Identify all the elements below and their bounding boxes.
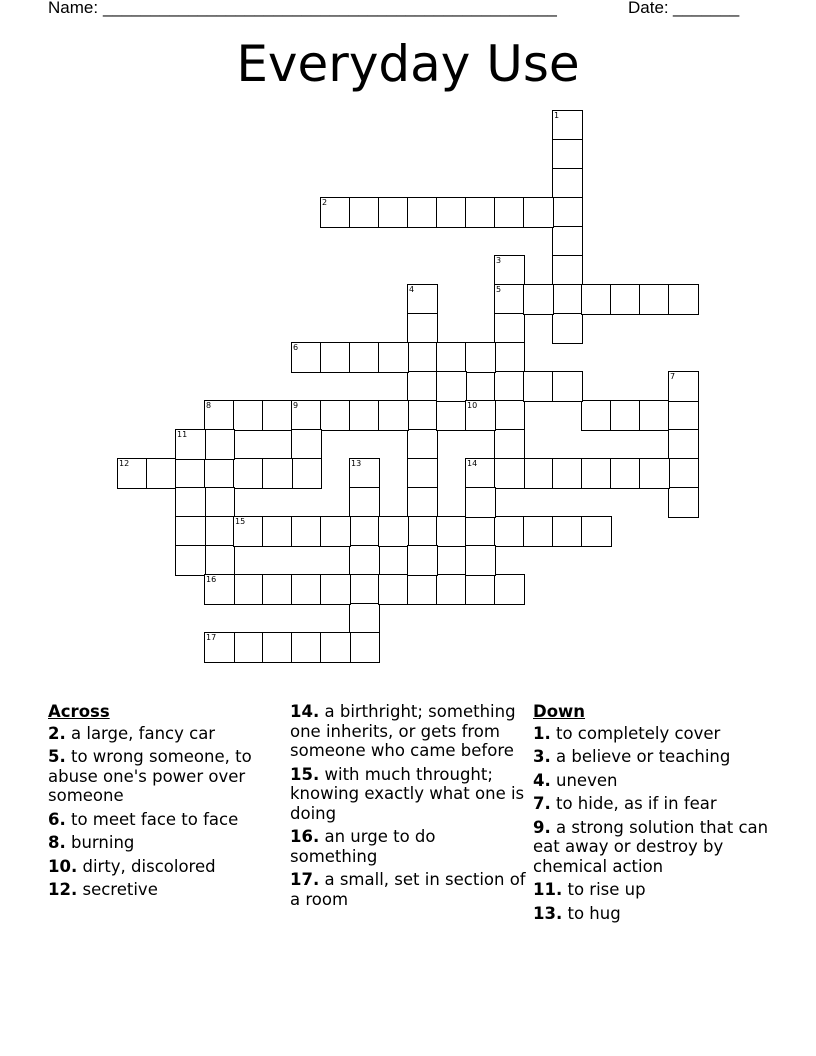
grid-cell[interactable]	[610, 458, 641, 489]
clue-number: 7.	[533, 794, 551, 813]
grid-cell[interactable]	[291, 516, 322, 547]
grid-cell[interactable]	[494, 371, 525, 402]
grid-cell[interactable]	[494, 400, 525, 431]
grid-cell[interactable]	[204, 632, 235, 663]
page-title: Everyday Use	[236, 35, 580, 93]
grid-cell[interactable]	[436, 400, 467, 431]
clue-number-label: 16	[206, 575, 217, 584]
clue-text: secretive	[82, 880, 158, 899]
grid-cell[interactable]	[465, 197, 496, 228]
grid-cell[interactable]	[523, 197, 554, 228]
clue-across-17	[290, 870, 528, 909]
clue-text: a small, set in section of a room	[290, 870, 526, 909]
grid-cell[interactable]	[552, 110, 583, 141]
date-label: Date:	[628, 0, 669, 17]
grid-cell[interactable]	[407, 487, 438, 518]
down-clues-column	[533, 702, 769, 927]
grid-cell[interactable]	[552, 516, 583, 547]
grid-cell[interactable]	[233, 574, 264, 605]
grid-cell[interactable]	[407, 284, 438, 315]
grid-cell[interactable]	[204, 400, 235, 431]
grid-cell[interactable]	[436, 516, 467, 547]
grid-cell[interactable]	[523, 516, 554, 547]
clue-down-9	[533, 818, 769, 877]
clue-down-13	[533, 904, 769, 924]
grid-cell[interactable]	[262, 400, 293, 431]
clue-number: 6.	[48, 809, 66, 829]
grid-cell[interactable]	[494, 255, 525, 286]
grid-cell[interactable]	[668, 400, 699, 431]
grid-cell[interactable]	[465, 487, 496, 518]
grid-cell[interactable]	[552, 255, 583, 286]
clue-text: a strong solution that can eat away or destroy by chemical action	[533, 817, 769, 876]
grid-cell[interactable]	[552, 458, 583, 489]
grid-cell[interactable]	[320, 516, 351, 547]
grid-cell[interactable]	[349, 487, 380, 518]
grid-cell[interactable]	[349, 603, 380, 634]
clue-number: 12.	[48, 880, 78, 899]
grid-cell[interactable]	[378, 197, 409, 228]
grid-cell[interactable]	[407, 342, 438, 373]
clue-across-10	[48, 857, 286, 877]
grid-cell[interactable]	[262, 574, 293, 605]
grid-cell[interactable]	[407, 371, 438, 402]
grid-cell[interactable]	[639, 458, 670, 489]
grid-cell[interactable]	[378, 342, 409, 373]
clue-number: 3.	[533, 747, 551, 766]
clue-number-label: 12	[119, 459, 130, 468]
grid-cell[interactable]	[175, 458, 206, 489]
grid-cell[interactable]	[233, 458, 264, 489]
grid-cell[interactable]	[581, 284, 612, 315]
grid-cell[interactable]	[494, 342, 525, 373]
grid-cell[interactable]	[436, 197, 467, 228]
grid-cell[interactable]	[378, 574, 409, 605]
grid-cell[interactable]	[465, 545, 496, 576]
clue-number-label: 9	[293, 401, 299, 410]
clue-down-11	[533, 880, 769, 900]
clue-text: uneven	[556, 770, 618, 790]
grid-cell[interactable]	[494, 313, 525, 344]
clue-across-15	[290, 765, 528, 824]
clue-number-label: 6	[293, 343, 299, 352]
grid-cell[interactable]	[291, 458, 322, 489]
grid-cell[interactable]	[610, 400, 641, 431]
clue-down-3	[533, 747, 769, 767]
clue-across-6	[48, 810, 286, 830]
clue-down-7	[533, 794, 769, 814]
grid-cell[interactable]	[320, 574, 351, 605]
grid-cell[interactable]	[233, 632, 264, 663]
grid-cell[interactable]	[407, 458, 438, 489]
clue-number: 11.	[533, 880, 563, 899]
grid-cell[interactable]	[349, 632, 380, 663]
grid-cell[interactable]	[552, 313, 583, 344]
across-clues-column	[48, 702, 286, 904]
clue-number-label: 17	[206, 633, 217, 642]
clue-down-1	[533, 724, 769, 744]
clue-across-12	[48, 880, 286, 900]
grid-cell[interactable]	[204, 574, 235, 605]
across-heading: Across	[48, 702, 110, 721]
clue-text: to wrong someone, to abuse one's power over someone	[48, 747, 252, 805]
grid-cell[interactable]	[407, 574, 438, 605]
clue-across-8	[48, 833, 286, 853]
grid-cell[interactable]	[175, 545, 206, 576]
clue-number-label: 11	[177, 430, 188, 439]
grid-cell[interactable]	[465, 516, 496, 547]
grid-cell[interactable]	[552, 226, 583, 257]
clue-down-4	[533, 771, 769, 791]
grid-cell[interactable]	[407, 197, 438, 228]
grid-cell[interactable]	[494, 516, 525, 547]
grid-cell[interactable]	[204, 429, 235, 460]
clue-text: a large, fancy car	[71, 723, 216, 743]
name-blank-line[interactable]: ________________________________________________	[103, 0, 557, 17]
grid-cell[interactable]	[668, 371, 699, 402]
clue-number-label: 4	[409, 285, 415, 294]
grid-cell[interactable]	[204, 458, 235, 489]
grid-cell[interactable]	[494, 458, 525, 489]
name-label: Name:	[48, 0, 99, 17]
clue-number: 1.	[533, 723, 551, 743]
grid-cell[interactable]	[552, 371, 583, 402]
grid-cell[interactable]	[581, 400, 612, 431]
clue-number: 15.	[290, 764, 320, 784]
grid-cell[interactable]	[552, 197, 583, 228]
grid-cell[interactable]	[233, 400, 264, 431]
grid-cell[interactable]	[349, 516, 380, 547]
clue-number-label: 15	[235, 517, 246, 526]
clue-across-2	[48, 724, 286, 744]
clue-text: to completely cover	[556, 723, 721, 743]
clue-across-16	[290, 827, 528, 866]
grid-cell[interactable]	[233, 516, 264, 547]
clue-across-5	[48, 747, 286, 806]
clue-number: 10.	[48, 856, 78, 876]
grid-cell[interactable]	[639, 400, 670, 431]
grid-cell[interactable]	[146, 458, 177, 489]
grid-cell[interactable]	[291, 400, 322, 431]
grid-cell[interactable]	[117, 458, 148, 489]
clue-number-label: 10	[467, 401, 478, 410]
grid-cell[interactable]	[204, 516, 235, 547]
grid-cell[interactable]	[523, 284, 554, 315]
grid-cell[interactable]	[436, 342, 467, 373]
grid-cell[interactable]	[465, 574, 496, 605]
grid-cell[interactable]	[494, 197, 525, 228]
grid-cell[interactable]	[320, 400, 351, 431]
clue-number: 13.	[533, 903, 563, 923]
grid-cell[interactable]	[407, 429, 438, 460]
grid-cell[interactable]	[494, 284, 525, 315]
grid-cell[interactable]	[262, 516, 293, 547]
grid-cell[interactable]	[407, 545, 438, 576]
clue-number-label: 5	[496, 285, 502, 294]
grid-cell[interactable]	[175, 487, 206, 518]
grid-cell[interactable]	[320, 632, 351, 663]
grid-cell[interactable]	[668, 284, 699, 315]
clue-number-label: 14	[467, 459, 478, 468]
grid-cell[interactable]	[262, 632, 293, 663]
clue-text: with much throught; knowing exactly what one is doing	[290, 764, 525, 823]
across-clues-column-continued	[290, 702, 528, 913]
grid-cell[interactable]	[291, 429, 322, 460]
grid-cell[interactable]	[465, 458, 496, 489]
grid-cell[interactable]	[465, 400, 496, 431]
clue-number-label: 2	[322, 198, 328, 207]
clue-text: an urge to do something	[290, 827, 436, 866]
grid-cell[interactable]	[204, 487, 235, 518]
grid-cell[interactable]	[668, 429, 699, 460]
clue-text: to meet face to face	[71, 809, 239, 829]
clue-number: 5.	[48, 747, 66, 766]
clue-number: 8.	[48, 833, 66, 852]
grid-cell[interactable]	[349, 400, 380, 431]
clue-text: to hide, as if in fear	[556, 794, 717, 813]
grid-cell[interactable]	[349, 197, 380, 228]
grid-cell[interactable]	[175, 516, 206, 547]
clue-number: 4.	[533, 770, 551, 790]
clue-across-14	[290, 702, 528, 761]
grid-cell[interactable]	[552, 284, 583, 315]
clue-text: burning	[71, 833, 135, 852]
clue-text: a birthright; something one inherits, or gets from someone who came before	[290, 702, 516, 760]
grid-cell[interactable]	[349, 458, 380, 489]
grid-cell[interactable]	[494, 429, 525, 460]
grid-cell[interactable]	[320, 342, 351, 373]
grid-cell[interactable]	[407, 400, 438, 431]
clue-number-label: 8	[206, 401, 212, 410]
grid-cell[interactable]	[465, 342, 496, 373]
clue-text: to rise up	[567, 880, 646, 899]
clue-number: 14.	[290, 702, 320, 721]
grid-cell[interactable]	[378, 400, 409, 431]
grid-cell[interactable]	[581, 458, 612, 489]
grid-cell[interactable]	[378, 516, 409, 547]
grid-cell[interactable]	[581, 516, 612, 547]
grid-cell[interactable]	[523, 371, 554, 402]
grid-cell[interactable]	[639, 284, 670, 315]
grid-cell[interactable]	[349, 545, 380, 576]
grid-cell[interactable]	[262, 458, 293, 489]
grid-cell[interactable]	[494, 574, 525, 605]
grid-cell[interactable]	[552, 168, 583, 199]
down-heading: Down	[533, 702, 586, 721]
grid-cell[interactable]	[291, 574, 322, 605]
grid-cell[interactable]	[668, 487, 699, 518]
grid-cell[interactable]	[349, 574, 380, 605]
grid-cell[interactable]	[175, 429, 206, 460]
clue-number: 2.	[48, 723, 66, 743]
grid-cell[interactable]	[668, 458, 699, 489]
clue-text: a believe or teaching	[556, 747, 731, 766]
clue-text: dirty, discolored	[82, 856, 216, 876]
clue-number-label: 13	[351, 459, 362, 468]
clue-number: 9.	[533, 817, 551, 837]
clue-number-label: 1	[554, 111, 560, 120]
grid-cell[interactable]	[291, 632, 322, 663]
grid-cell[interactable]	[320, 197, 351, 228]
clue-number: 16.	[290, 827, 320, 846]
clue-text: to hug	[567, 903, 621, 923]
clue-number-label: 3	[496, 256, 502, 265]
grid-cell[interactable]	[407, 313, 438, 344]
grid-cell[interactable]	[407, 516, 438, 547]
grid-cell[interactable]	[349, 342, 380, 373]
date-blank-line[interactable]: _______	[673, 0, 740, 17]
grid-cell[interactable]	[552, 139, 583, 170]
clue-number-label: 7	[670, 372, 676, 381]
grid-cell[interactable]	[610, 284, 641, 315]
grid-cell[interactable]	[204, 545, 235, 576]
grid-cell[interactable]	[436, 574, 467, 605]
grid-cell[interactable]	[523, 458, 554, 489]
clue-number: 17.	[290, 870, 320, 889]
grid-cell[interactable]	[291, 342, 322, 373]
grid-cell[interactable]	[436, 371, 467, 402]
